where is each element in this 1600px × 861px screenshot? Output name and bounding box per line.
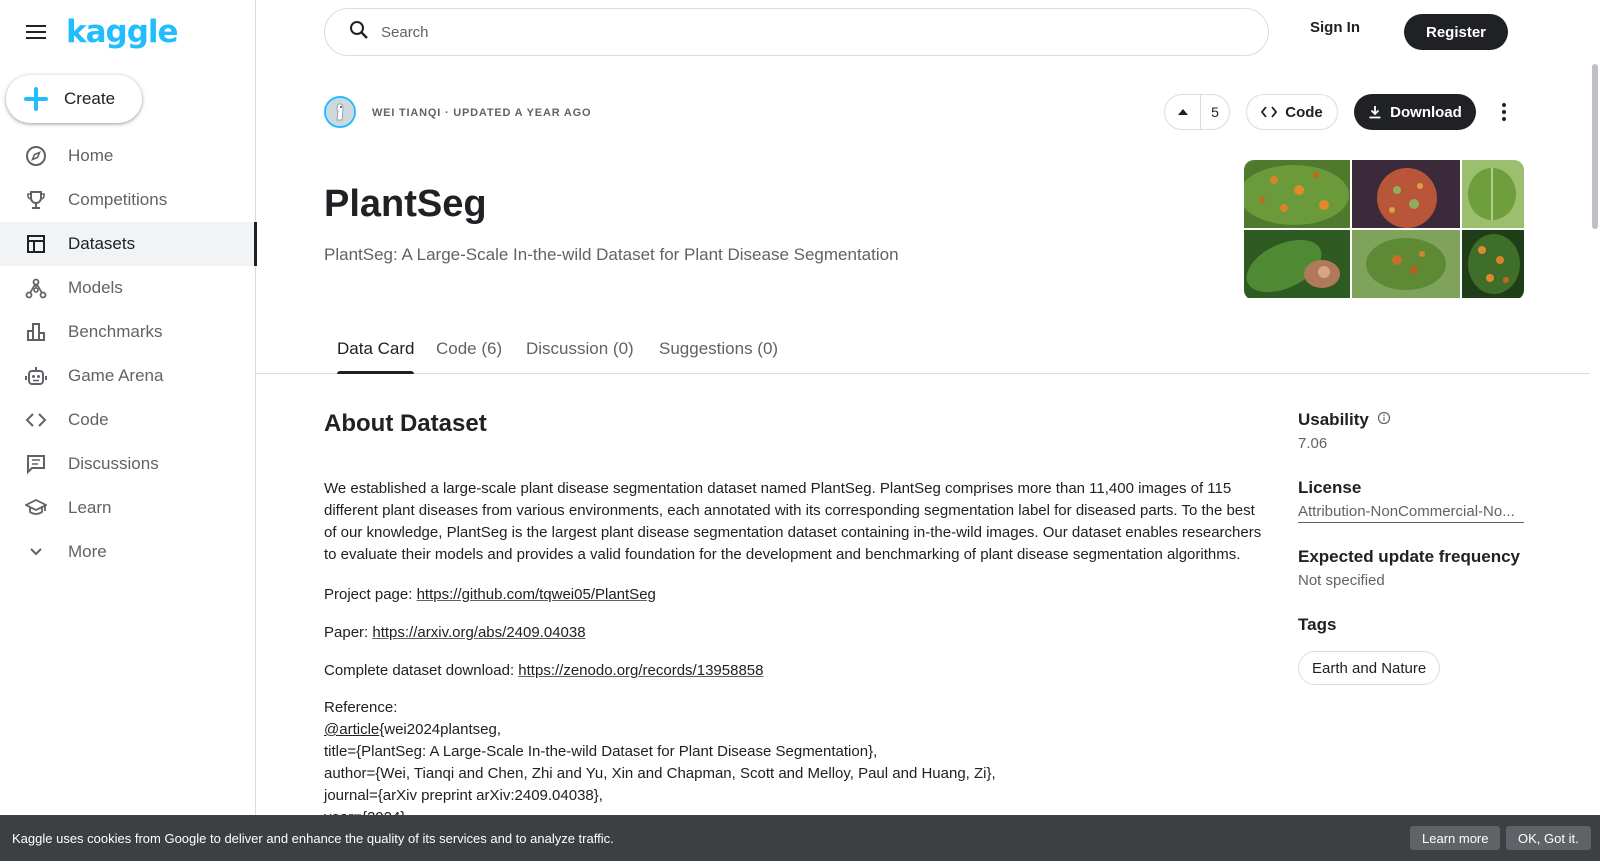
download-label: Complete dataset download:: [324, 662, 519, 679]
sign-in-button[interactable]: Sign In: [1310, 19, 1360, 36]
upvote-widget: [1164, 94, 1230, 130]
sidebar-item-learn[interactable]: [0, 486, 256, 530]
compass-icon: [24, 144, 48, 168]
sidebar-nav: [0, 134, 256, 574]
code-icon: [24, 408, 48, 432]
code-button-label: Code: [1285, 103, 1323, 121]
sidebar-item-home[interactable]: [0, 134, 256, 178]
info-icon[interactable]: [1377, 410, 1391, 430]
code-button[interactable]: [1246, 94, 1338, 130]
article-mention-link[interactable]: @article: [324, 721, 380, 738]
author-byline[interactable]: WEI TIANQI · UPDATED A YEAR AGO: [372, 107, 592, 119]
sidebar-item-label: Game Arena: [68, 366, 164, 385]
download-button-label: Download: [1390, 103, 1462, 121]
thumbnail-image: [1244, 230, 1350, 298]
dataset-description: We established a large-scale plant disease segmentation dataset named PlantSeg. PlantSeg comprises more than 11,400 images of 115 different plant diseases from various environments, each annotated with its corresponding segmentation label for diseased parts. To the best of our knowledge, PlantSeg is the largest plant disease segmentation dataset containing in-the-wild images. Our dataset enables researchers to evaluate their models and provides a valid foundation for the development and benchmarking of plant disease segmentation algorithms.: [324, 480, 1262, 563]
sidebar-item-benchmarks[interactable]: [0, 310, 256, 354]
paper-link[interactable]: https://arxiv.org/abs/2409.04038: [372, 624, 586, 641]
tab-discussion[interactable]: Discussion (0): [526, 339, 634, 358]
project-page-label: Project page:: [324, 586, 417, 603]
search-bar[interactable]: [324, 8, 1269, 56]
tags-heading: Tags: [1298, 615, 1337, 634]
bar-chart-icon: [24, 320, 48, 344]
chevron-down-icon: [24, 540, 48, 564]
create-button[interactable]: [6, 75, 142, 123]
code-icon: [1261, 106, 1277, 118]
sidebar: [0, 0, 256, 861]
license-heading: License: [1298, 478, 1362, 497]
sidebar-item-label: Code: [68, 410, 109, 429]
download-icon: [1368, 105, 1382, 119]
sidebar-item-datasets[interactable]: [0, 222, 256, 266]
page-title: PlantSeg: [324, 183, 487, 225]
upvote-button[interactable]: [1165, 95, 1201, 129]
paper-line: [324, 622, 586, 644]
create-label: Create: [64, 89, 116, 108]
brand: [22, 14, 178, 50]
sidebar-item-discussions[interactable]: [0, 442, 256, 486]
sidebar-item-label: Models: [68, 278, 123, 297]
kaggle-logo[interactable]: kaggle: [66, 14, 178, 50]
avatar[interactable]: [324, 96, 356, 128]
reference-line: author={Wei, Tianqi and Chen, Zhi and Yu, Xin and Chapman, Scott and Melloy, Paul and Huang, Zi},: [324, 765, 996, 782]
upvote-count: 5: [1211, 104, 1219, 120]
chat-icon: [24, 452, 48, 476]
update-frequency-value: Not specified: [1298, 572, 1385, 589]
tag-chip[interactable]: Earth and Nature: [1298, 651, 1440, 685]
scrollbar-thumb[interactable]: [1592, 64, 1598, 229]
register-button[interactable]: Register: [1404, 14, 1508, 50]
more-options-icon[interactable]: [1490, 98, 1518, 126]
section-heading: About Dataset: [324, 410, 487, 437]
hamburger-menu-icon[interactable]: [22, 18, 50, 46]
trophy-icon: [24, 188, 48, 212]
thumbnail-image: [1462, 230, 1524, 298]
sidebar-item-label: Learn: [68, 498, 112, 517]
cookie-banner: [0, 815, 1600, 861]
school-icon: [24, 496, 48, 520]
thumbnail-image: [1462, 160, 1524, 228]
usability-value: 7.06: [1298, 435, 1328, 452]
usability-heading: Usability: [1298, 410, 1391, 430]
license-link[interactable]: Attribution-NonCommercial-No...: [1298, 503, 1524, 523]
sidebar-item-label: Datasets: [68, 234, 136, 253]
thumbnail-image: [1352, 160, 1460, 228]
tab-data-card[interactable]: Data Card: [337, 339, 414, 374]
update-frequency-heading: Expected update frequency: [1298, 547, 1521, 566]
paper-label: Paper:: [324, 624, 373, 641]
plus-icon: [22, 85, 50, 113]
tab-bar: [256, 330, 1590, 374]
sidebar-item-competitions[interactable]: [0, 178, 256, 222]
models-icon: [24, 276, 48, 300]
sidebar-item-label: More: [68, 542, 107, 561]
reference-line: title={PlantSeg: A Large-Scale In-the-wild Dataset for Plant Disease Segmentation},: [324, 743, 878, 760]
sidebar-item-code[interactable]: [0, 398, 256, 442]
tab-code[interactable]: Code (6): [436, 339, 503, 358]
sidebar-item-label: Competitions: [68, 190, 168, 209]
caret-up-icon: [1177, 108, 1189, 116]
table-icon: [24, 232, 48, 256]
thumbnail-image: [1244, 160, 1350, 228]
download-button[interactable]: [1354, 94, 1476, 130]
search-input[interactable]: [381, 24, 1241, 41]
page-subtitle: PlantSeg: A Large-Scale In-the-wild Dataset for Plant Disease Segmentation: [324, 245, 899, 264]
project-page-line: [324, 584, 656, 606]
reference-label: Reference:: [324, 699, 398, 716]
cookie-message: Kaggle uses cookies from Google to deliver and enhance the quality of its services and to analyze traffic.: [12, 830, 614, 846]
thumbnail-image: [1352, 230, 1460, 298]
sidebar-item-label: Benchmarks: [68, 322, 163, 341]
sidebar-item-label: Home: [68, 146, 114, 165]
reference-block: [324, 697, 996, 829]
sidebar-item-more[interactable]: [0, 530, 256, 574]
sidebar-item-models[interactable]: [0, 266, 256, 310]
project-page-link[interactable]: https://github.com/tqwei05/PlantSeg: [416, 586, 656, 603]
learn-more-button[interactable]: Learn more: [1410, 826, 1500, 850]
robot-icon: [24, 364, 48, 388]
sidebar-item-game-arena[interactable]: [0, 354, 256, 398]
cookie-ok-button[interactable]: OK, Got it.: [1506, 826, 1591, 850]
tab-suggestions[interactable]: Suggestions (0): [659, 339, 779, 358]
download-line: [324, 660, 763, 682]
sidebar-item-label: Discussions: [68, 454, 159, 473]
search-icon: [349, 20, 369, 45]
dataset-thumbnail-grid: [1244, 160, 1524, 300]
reference-line: journal={arXiv preprint arXiv:2409.04038},: [324, 787, 603, 804]
reference-line: @article{wei2024plantseg,: [324, 721, 502, 738]
download-link[interactable]: https://zenodo.org/records/13958858: [518, 662, 764, 679]
